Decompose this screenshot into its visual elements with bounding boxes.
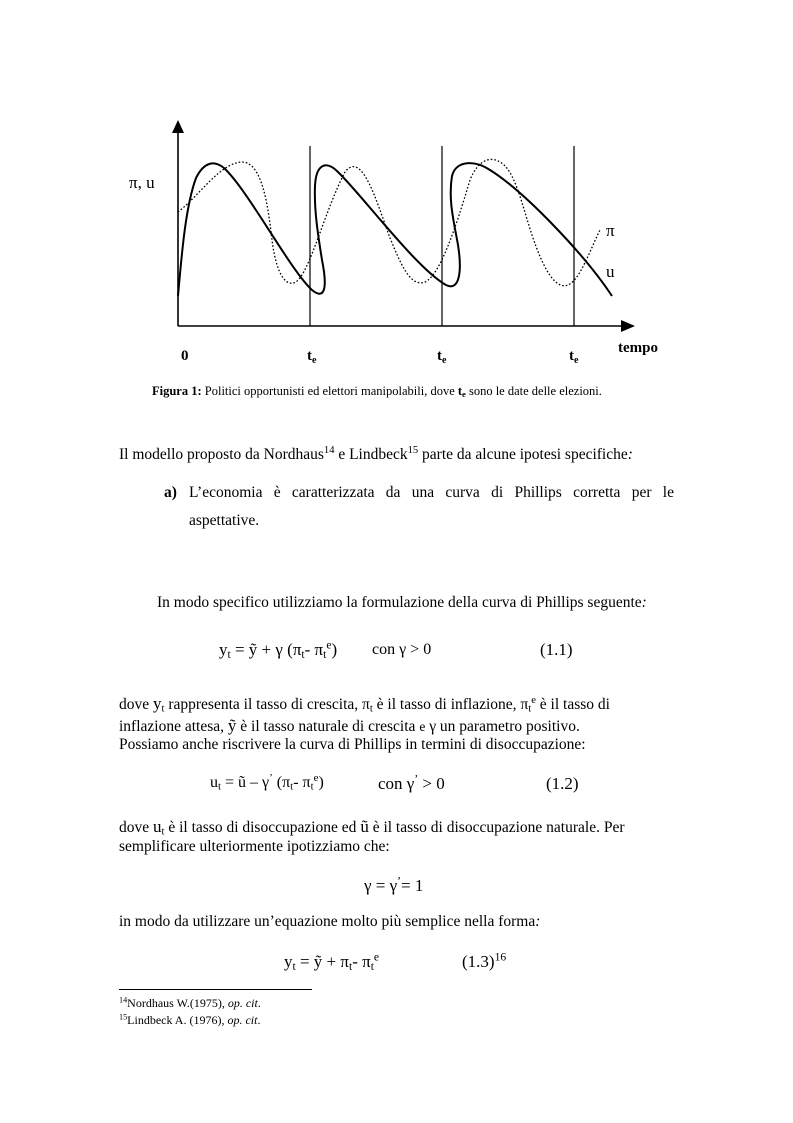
paragraph-phillips: In modo specifico utilizziamo la formulazione della curva di Phillips seguente: (157, 594, 647, 611)
series-u-label: u (606, 262, 615, 281)
equation-gamma: γ = γ’= 1 (364, 874, 424, 895)
series-u-line (178, 163, 612, 296)
list-item-a-line2: aspettative. (189, 512, 260, 529)
equation-1-3-number: $(1.3)^{16}$ (462, 950, 507, 971)
list-marker-a: a) (164, 484, 177, 501)
equation-1-2: $u_t$ = ũ – γ’ ($\pi_t-$ $\pi_t^e$) (210, 772, 324, 793)
paragraph-simplified: in modo da utilizzare un’equazione molto più semplice nella forma: (119, 913, 541, 930)
figure-caption (152, 384, 602, 399)
footnote-separator (119, 989, 312, 990)
x-tick-te-1: $t_e$ (307, 348, 317, 366)
x-tick-te-3: $t_e$ (569, 348, 579, 366)
series-pi-label: π (606, 221, 615, 240)
footnote-ref-15: 15 (407, 445, 419, 457)
list-item-a-line1: L’economia è caratterizzata da una curva di Phillips corretta per le (189, 484, 674, 501)
x-tick-0: 0 (181, 348, 189, 364)
equation-1-1-number: (1.1) (540, 640, 573, 659)
y-axis-arrow (172, 120, 184, 133)
equation-1-1-condition: con γ > 0 (372, 641, 432, 658)
paragraph-unemployment-2: semplificare ulteriormente ipotizziamo che: (119, 838, 390, 855)
paragraph-definitions-1: dove $y_t$ rappresenta il tasso di crescita, $\pi_t$ è il tasso di inflazione, $\pi_t^e$ è il tasso di (119, 694, 610, 715)
equation-1-1: $y_t$ = ỹ + γ ($\pi_t-$ $\pi_t^e$) (219, 638, 338, 661)
paragraph-definitions-3: Possiamo anche riscrivere la curva di Phillips in termini di disoccupazione: (119, 736, 586, 753)
paragraph-definitions-2: inflazione attesa, ỹ è il tasso naturale di crescita e γ un parametro positivo. (119, 716, 580, 735)
footnote-ref-14: 14 (323, 445, 335, 457)
series-pi-line (178, 159, 600, 285)
equation-1-2-number: (1.2) (546, 774, 579, 793)
x-axis-label: tempo (618, 340, 658, 356)
x-tick-te-2: $t_e$ (437, 348, 447, 366)
footnote-14: $^{14}$Nordhaus W.(1975), op. cit. (119, 995, 261, 1010)
caption-te: $t_e$ (457, 384, 466, 400)
figure-1-chart (0, 0, 793, 410)
footnote-15: $^{15}$Lindbeck A. (1976), op. cit. (119, 1012, 261, 1027)
caption-label: Figura 1: (152, 384, 202, 398)
paragraph-intro: Il modello proposto da Nordhaus$^{14}$ e Lindbeck$^{15}$ parte da alcune ipotesi specifiche: (119, 445, 633, 463)
y-axis-label: π, u (129, 173, 155, 192)
equation-1-3: $y_t$ = ỹ + $\pi_t-$ $\pi_t^e$ (284, 950, 380, 973)
equation-1-2-condition: con γ’ > 0 (378, 772, 445, 793)
caption-text-2: sono le date delle elezioni. (465, 384, 602, 398)
footnote-ref-16: 16 (494, 950, 507, 964)
caption-text-1: Politici opportunisti ed elettori manipolabili, dove (201, 384, 458, 398)
x-axis-arrow (621, 320, 635, 332)
paragraph-unemployment-1: dove $u_t$ è il tasso di disoccupazione ed ũ è il tasso di disoccupazione naturale. Per (119, 817, 625, 838)
